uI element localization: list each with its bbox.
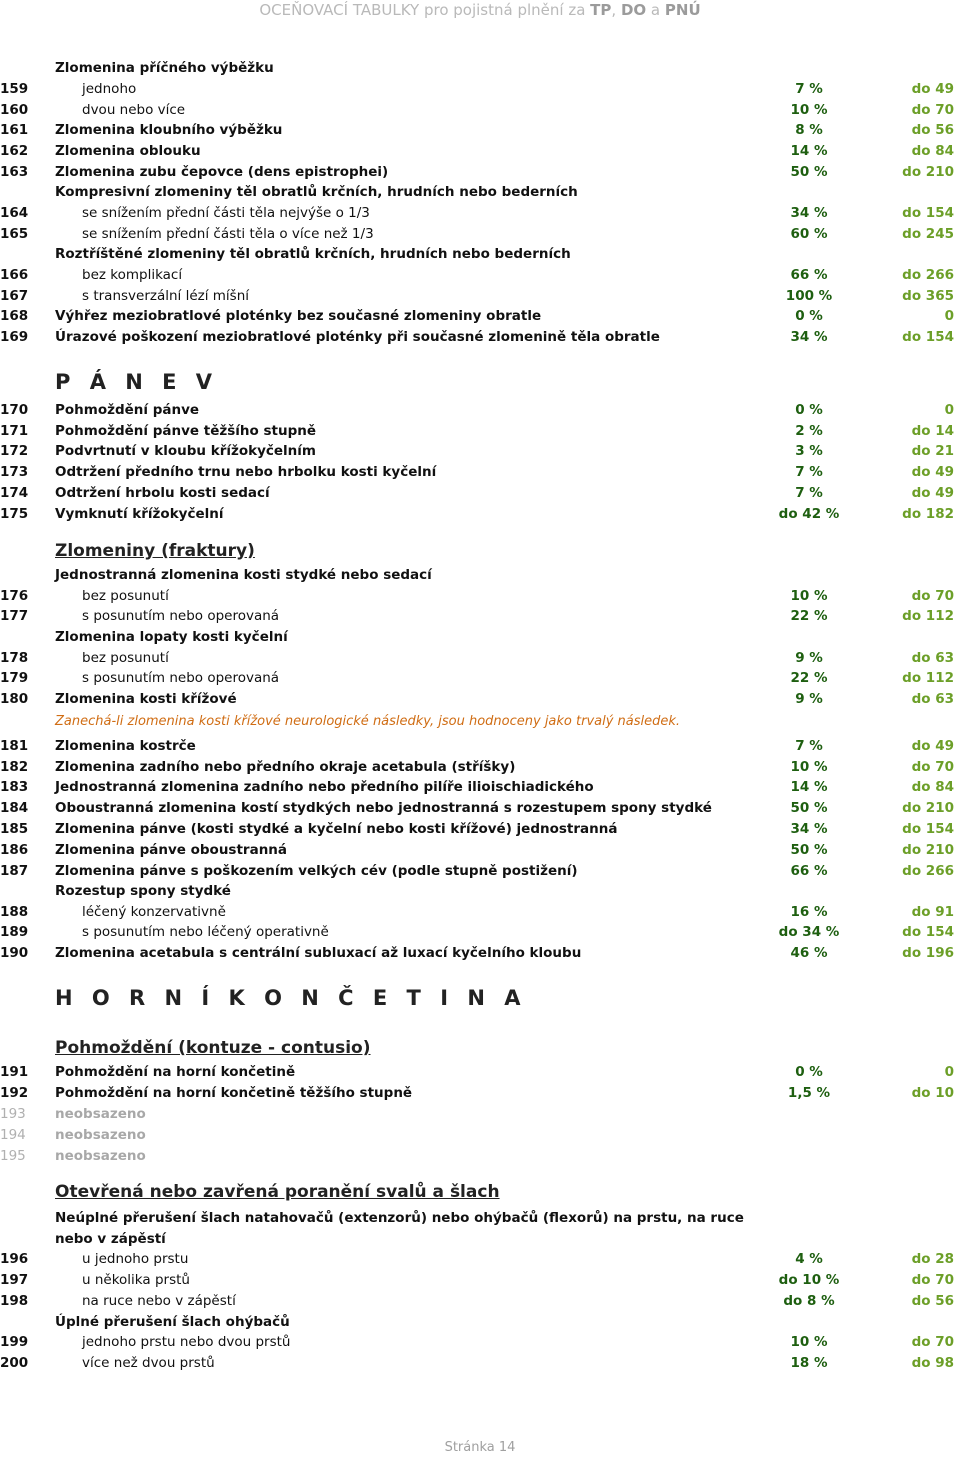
table-row (0, 162, 960, 183)
row-percentage: 22 % (790, 670, 828, 686)
row-percentage: 1,5 % (787, 1085, 831, 1101)
row-label: s posunutím nebo operovaná (82, 670, 280, 686)
table-row (0, 504, 960, 525)
row-number: 189 (0, 924, 29, 940)
row-label: Zlomenina lopaty kosti kyčelní (55, 629, 288, 645)
row-max-value: do 84 (911, 143, 954, 159)
table-row (0, 648, 960, 669)
table-row (0, 58, 960, 79)
header-a: a (646, 1, 665, 19)
row-number: 181 (0, 738, 29, 754)
row-max-value: do 210 (902, 164, 954, 180)
row-label: Zlomenina acetabula s centrální subluxací až luxací kyčelního kloubu (55, 945, 582, 961)
row-label: Pohmoždění pánve těžšího stupně (55, 423, 317, 439)
row-max-value: do 70 (911, 588, 954, 604)
header-comma: , (611, 1, 621, 19)
row-max-value: do 70 (911, 102, 954, 118)
table-row (0, 244, 960, 265)
row-label: léčený konzervativně (82, 904, 226, 920)
table-row (0, 1146, 960, 1167)
table-row (0, 819, 960, 840)
row-number: 172 (0, 443, 29, 459)
row-max-value: do 245 (902, 226, 954, 242)
row-label: Jednostranná zlomenina kosti stydké nebo sedací (55, 567, 432, 583)
row-percentage: 66 % (790, 863, 828, 879)
row-label: s posunutím nebo operovaná (82, 608, 280, 624)
row-number: 174 (0, 485, 29, 501)
row-max-value: do 266 (902, 267, 954, 283)
row-max-value: do 112 (902, 608, 954, 624)
row-percentage: 14 % (790, 779, 828, 795)
table-row (0, 1312, 960, 1333)
row-label: se snížením přední části těla nejvýše o 1/3 (82, 205, 370, 221)
row-max-value: do 70 (911, 1272, 954, 1288)
table-row (0, 902, 960, 923)
row-label: Zlomenina pánve oboustranná (55, 842, 288, 858)
row-number: 178 (0, 650, 29, 666)
page-footer: Stránka 14 (444, 1440, 516, 1455)
table-row (0, 1270, 960, 1291)
row-number: 183 (0, 779, 29, 795)
row-label: Výhřez meziobratlové ploténky bez současné zlomeniny obratle (55, 308, 542, 324)
row-number: 163 (0, 164, 29, 180)
row-percentage: 0 % (795, 1064, 823, 1080)
row-number: 195 (0, 1148, 26, 1164)
row-max-value: do 266 (902, 863, 954, 879)
row-number: 170 (0, 402, 29, 418)
row-label: dvou nebo více (82, 102, 186, 118)
table-row (0, 421, 960, 442)
row-number: 166 (0, 267, 29, 283)
table-row (0, 1104, 960, 1125)
row-percentage: 7 % (795, 738, 823, 754)
row-max-value: 0 (944, 402, 954, 418)
row-label: Zlomenina kloubního výběžku (55, 122, 283, 138)
header-tp: TP (590, 1, 612, 19)
row-percentage: 3 % (795, 443, 823, 459)
table-row (0, 400, 960, 421)
header-pnu: PNÚ (664, 1, 701, 19)
section-otevrena: Otevřená nebo zavřená poranění svalů a šlach (55, 1182, 500, 1202)
row-label: Zlomenina kostrče (55, 738, 196, 754)
table-row (0, 441, 960, 462)
table-row (0, 798, 960, 819)
row-percentage: 60 % (790, 226, 828, 242)
row-percentage: 22 % (790, 608, 828, 624)
row-percentage: 0 % (795, 402, 823, 418)
row-number: 164 (0, 205, 29, 221)
row-number: 185 (0, 821, 29, 837)
wrap-label: Neúplné přerušení šlach natahovačů (extenzorů) nebo ohýbačů (flexorů) na prstu, na ruce nebo v zápěstí (55, 1210, 744, 1247)
table-row (0, 1353, 960, 1374)
row-label: Zlomenina příčného výběžku (55, 60, 274, 76)
row-percentage: 2 % (795, 423, 823, 439)
row-percentage: 10 % (790, 102, 828, 118)
row-max-value: do 210 (902, 800, 954, 816)
table-row (0, 182, 960, 203)
row-max-value: do 56 (911, 122, 954, 138)
row-max-value: do 210 (902, 842, 954, 858)
row-max-value: do 14 (911, 423, 954, 439)
row-number: 159 (0, 81, 29, 97)
table-row (0, 224, 960, 245)
table-row (0, 141, 960, 162)
row-label: s transverzální lézí míšní (82, 288, 250, 304)
table-row (0, 265, 960, 286)
row-max-value: do 154 (902, 924, 954, 940)
row-label: Pohmoždění na horní končetině (55, 1064, 296, 1080)
table-row (0, 79, 960, 100)
row-label: bez komplikací (82, 267, 183, 283)
row-percentage: 0 % (795, 308, 823, 324)
table-row (0, 1125, 960, 1146)
note-text: Zanechá-li zlomenina kosti křížové neurologické následky, jsou hodnoceny jako trvalý následek. (55, 714, 681, 729)
row-label: jednoho (82, 81, 137, 97)
row-number: 169 (0, 329, 29, 345)
row-percentage: 10 % (790, 588, 828, 604)
row-percentage: 100 % (785, 288, 833, 304)
table-row (0, 1062, 960, 1083)
row-percentage: 66 % (790, 267, 828, 283)
row-max-value: do 49 (911, 464, 954, 480)
table-row (0, 943, 960, 964)
table-row (0, 1249, 960, 1270)
table-row (0, 861, 960, 882)
row-max-value: do 56 (911, 1293, 954, 1309)
row-label: Jednostranná zlomenina zadního nebo předního pilíře ilioischiadického (55, 779, 594, 795)
row-max-value: do 10 (911, 1085, 954, 1101)
row-max-value: do 196 (902, 945, 954, 961)
row-max-value: do 182 (902, 506, 954, 522)
row-label: na ruce nebo v zápěstí (82, 1293, 236, 1309)
row-label: bez posunutí (82, 588, 169, 604)
row-label: Zlomenina zubu čepovce (dens epistrophei) (55, 164, 389, 180)
row-max-value: do 112 (902, 670, 954, 686)
table-row (0, 100, 960, 121)
row-percentage: 16 % (790, 904, 828, 920)
header-prefix: OCEŇOVACÍ TABULKY pro pojistná plnění za (259, 1, 591, 19)
row-label: Odtržení hrbolu kosti sedací (55, 485, 270, 501)
row-label: Pohmoždění na horní končetině těžšího stupně (55, 1085, 413, 1101)
row-number: 196 (0, 1251, 29, 1267)
row-label: neobsazeno (55, 1106, 146, 1122)
row-number: 190 (0, 945, 29, 961)
row-max-value: do 365 (902, 288, 954, 304)
table-row (0, 483, 960, 504)
section-pohmozdeni: Pohmoždění (kontuze - contusio) (55, 1038, 371, 1058)
row-percentage: 34 % (790, 205, 828, 221)
row-max-value: do 70 (911, 1334, 954, 1350)
row-percentage: 46 % (790, 945, 828, 961)
row-percentage: do 42 % (778, 506, 840, 522)
row-max-value: 0 (944, 1064, 954, 1080)
row-label: s posunutím nebo léčený operativně (82, 924, 329, 940)
row-percentage: 34 % (790, 329, 828, 345)
row-label: jednoho prstu nebo dvou prstů (82, 1334, 291, 1350)
row-label: neobsazeno (55, 1127, 146, 1143)
row-percentage: 8 % (795, 122, 823, 138)
row-percentage: do 34 % (778, 924, 840, 940)
row-label: Zlomenina pánve (kosti stydké a kyčelní nebo kosti křížové) jednostranná (55, 821, 618, 837)
row-label: Kompresivní zlomeniny těl obratlů krčních, hrudních nebo bederních (55, 184, 578, 200)
row-label: Vymknutí křížokyčelní (55, 506, 224, 522)
header-do: DO (620, 1, 647, 19)
table-row (0, 840, 960, 861)
row-max-value: do 98 (911, 1355, 954, 1371)
table-row (0, 881, 960, 902)
row-label: Zlomenina zadního nebo předního okraje acetabula (stříšky) (55, 759, 516, 775)
row-number: 168 (0, 308, 29, 324)
row-number: 177 (0, 608, 29, 624)
table-row (0, 327, 960, 348)
row-max-value: do 21 (911, 443, 954, 459)
row-max-value: do 91 (911, 904, 954, 920)
row-label: Úplné přerušení šlach ohýbačů (55, 1314, 290, 1330)
table-row (0, 757, 960, 778)
row-number: 175 (0, 506, 29, 522)
table-row (0, 286, 960, 307)
row-percentage: 34 % (790, 821, 828, 837)
section-panev: P Á N E V (55, 370, 219, 394)
row-number: 176 (0, 588, 29, 604)
row-label: neobsazeno (55, 1148, 146, 1164)
row-number: 161 (0, 122, 29, 138)
row-max-value: do 154 (902, 329, 954, 345)
row-label: bez posunutí (82, 650, 169, 666)
row-number: 199 (0, 1334, 29, 1350)
row-number: 193 (0, 1106, 26, 1122)
row-percentage: 50 % (790, 800, 828, 816)
row-number: 167 (0, 288, 29, 304)
row-number: 184 (0, 800, 29, 816)
row-number: 186 (0, 842, 29, 858)
row-label: u jednoho prstu (82, 1251, 189, 1267)
row-percentage: 18 % (790, 1355, 828, 1371)
row-label: Rozestup spony stydké (55, 883, 231, 899)
row-number: 187 (0, 863, 29, 879)
row-max-value: do 84 (911, 779, 954, 795)
row-number: 162 (0, 143, 29, 159)
row-label: se snížením přední části těla o více než 1/3 (82, 226, 374, 242)
table-row (0, 777, 960, 798)
table-row (0, 586, 960, 607)
table-row (0, 627, 960, 648)
row-number: 180 (0, 691, 29, 707)
row-number: 179 (0, 670, 29, 686)
row-number: 191 (0, 1064, 29, 1080)
row-label: Zlomenina oblouku (55, 143, 201, 159)
row-label: Zlomenina pánve s poškozením velkých cév (podle stupně postižení) (55, 863, 578, 879)
row-percentage: 4 % (795, 1251, 823, 1267)
row-percentage: 7 % (795, 81, 823, 97)
row-max-value: do 63 (911, 691, 954, 707)
row-number: 198 (0, 1293, 29, 1309)
row-max-value: do 28 (911, 1251, 954, 1267)
row-percentage: 14 % (790, 143, 828, 159)
row-percentage: 7 % (795, 485, 823, 501)
row-number: 171 (0, 423, 29, 439)
page-header (0, 0, 960, 22)
table-row (0, 1291, 960, 1312)
row-number: 173 (0, 464, 29, 480)
row-number: 165 (0, 226, 29, 242)
row-max-value: do 154 (902, 821, 954, 837)
row-max-value: do 49 (911, 485, 954, 501)
row-max-value: do 49 (911, 81, 954, 97)
row-max-value: do 154 (902, 205, 954, 221)
row-max-value: do 70 (911, 759, 954, 775)
row-label: u několika prstů (82, 1272, 190, 1288)
table-row (0, 689, 960, 710)
row-label: Odtržení předního trnu nebo hrbolku kosti kyčelní (55, 464, 437, 480)
row-number: 188 (0, 904, 29, 920)
row-percentage: do 8 % (783, 1293, 835, 1309)
row-number: 192 (0, 1085, 29, 1101)
row-number: 160 (0, 102, 29, 118)
row-number: 197 (0, 1272, 29, 1288)
table-row (0, 736, 960, 757)
row-label: Podvrtnutí v kloubu křížokyčelním (55, 443, 316, 459)
row-number: 200 (0, 1355, 29, 1371)
row-percentage: 10 % (790, 1334, 828, 1350)
row-max-value: 0 (944, 308, 954, 324)
table-row (0, 120, 960, 141)
table-row (0, 462, 960, 483)
row-max-value: do 63 (911, 650, 954, 666)
table-row (0, 306, 960, 327)
row-percentage: 9 % (795, 650, 823, 666)
row-percentage: 9 % (795, 691, 823, 707)
row-percentage: 10 % (790, 759, 828, 775)
table-row (0, 203, 960, 224)
table-row (0, 922, 960, 943)
row-label: Zlomenina kosti křížové (55, 691, 237, 707)
row-percentage: 50 % (790, 164, 828, 180)
row-label: Pohmoždění pánve (55, 402, 200, 418)
row-label: Oboustranná zlomenina kostí stydkých nebo jednostranná s rozestupem spony stydké (55, 800, 712, 816)
row-percentage: 7 % (795, 464, 823, 480)
table-row (0, 1332, 960, 1353)
table-row (0, 565, 960, 586)
table-row (0, 606, 960, 627)
row-percentage: do 10 % (778, 1272, 840, 1288)
row-number: 194 (0, 1127, 26, 1143)
row-max-value: do 49 (911, 738, 954, 754)
row-percentage: 50 % (790, 842, 828, 858)
table-row (0, 668, 960, 689)
section-horni-koncetina: H O R N Í K O N Č E T I N A (55, 986, 527, 1010)
section-zlomeniny: Zlomeniny (fraktury) (55, 541, 255, 561)
row-label: Roztříštěné zlomeniny těl obratlů krčních, hrudních nebo bederních (55, 246, 571, 262)
row-label: Úrazové poškození meziobratlové ploténky při současné zlomenině těla obratle (55, 329, 660, 345)
row-label: více než dvou prstů (82, 1355, 215, 1371)
table-row (0, 1083, 960, 1104)
row-number: 182 (0, 759, 29, 775)
